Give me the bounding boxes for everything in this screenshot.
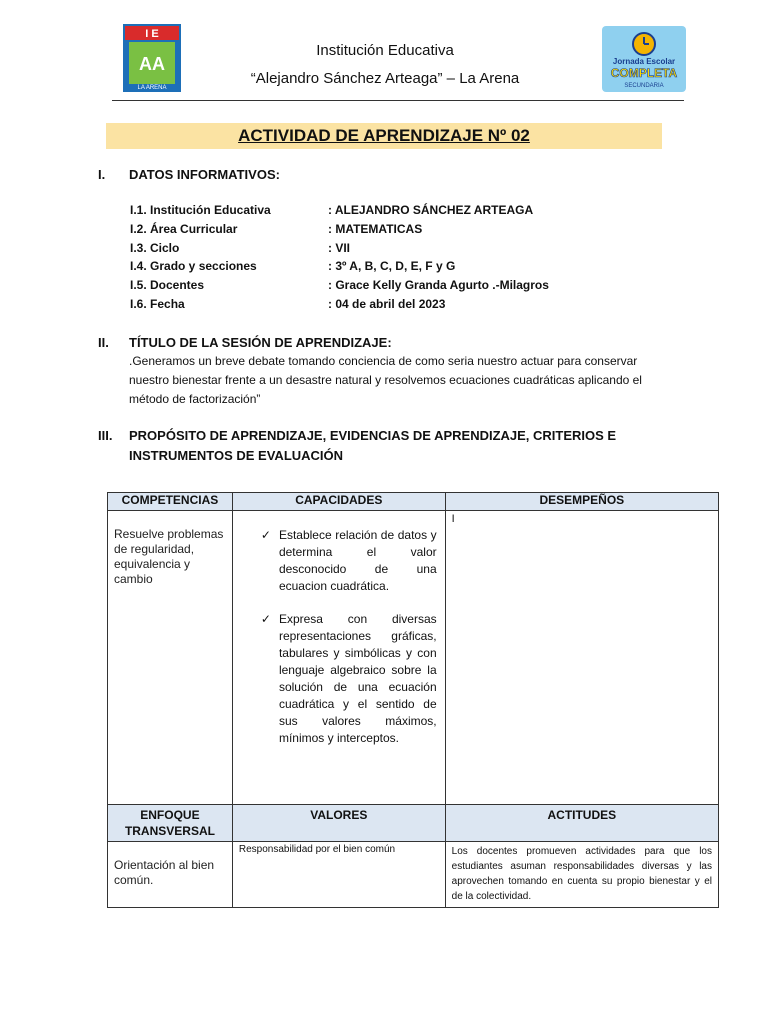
info-label: I.1. Institución Educativa: [130, 203, 271, 217]
valores-text: Responsabilidad por el bien común: [238, 844, 396, 855]
desempenos-text: I: [451, 513, 455, 525]
section-3-number: III.: [98, 428, 113, 443]
header-desempenos: DESEMPEÑOS: [445, 493, 718, 511]
competencies-table: [107, 492, 719, 908]
check-icon: ✓: [260, 528, 271, 542]
info-label: I.3. Ciclo: [130, 241, 180, 255]
header-actitudes: ACTITUDES: [445, 805, 718, 842]
capacidad-item: [261, 611, 437, 747]
header-valores: VALORES: [232, 805, 445, 842]
capacidades-cell: [232, 511, 445, 805]
section-1-number: I.: [98, 167, 106, 182]
section-2-title: TÍTULO DE LA SESIÓN DE APRENDIZAJE:: [129, 335, 392, 350]
institution-name: “Alejandro Sánchez Arteaga” – La Arena: [250, 70, 520, 87]
svg-text:I E: I E: [145, 28, 159, 40]
check-icon: ✓: [260, 612, 271, 626]
enfoque-text: Orientación al bien común.: [114, 858, 215, 887]
actitudes-text: Los docentes promueven actividades para que los estudiantes asuman responsabilidades diversas y las aprovechen tomando en cuenta su propio bienestar y el de la colectividad.: [451, 846, 712, 902]
info-value: : Grace Kelly Granda Agurto .-Milagros: [328, 278, 549, 292]
svg-text:AA: AA: [139, 54, 165, 74]
info-value: : ALEJANDRO SÁNCHEZ ARTEAGA: [328, 203, 534, 217]
enfoque-cell: [108, 842, 233, 908]
school-logo: [123, 24, 181, 92]
capacidad-text: Expresa con diversas representaciones gráficas, tabulares y simbólicas y con lenguaje algebraico sobre la solución de una ecuación cuadrática y el sentido de sus valores máximos, mínimos y interceptos.: [278, 612, 437, 745]
section-1-title: DATOS INFORMATIVOS:: [129, 167, 280, 182]
competencia-text: Resuelve problemas de regularidad, equivalencia y cambio: [114, 527, 224, 586]
info-label: I.6. Fecha: [130, 297, 185, 311]
info-label: I.2. Área Curricular: [130, 222, 238, 236]
section-3-title-line2: INSTRUMENTOS DE EVALUACIÓN: [129, 448, 344, 463]
capacidad-item: [261, 527, 437, 595]
capacidad-text: Establece relación de datos y determina el valor desconocido de una ecuacion cuadrática.: [278, 528, 437, 593]
svg-text:LA ARENA: LA ARENA: [137, 85, 167, 91]
page-title: ACTIVIDAD DE APRENDIZAJE Nº 02: [238, 126, 530, 145]
header-divider: [112, 100, 684, 101]
section-2-number: II.: [98, 335, 109, 350]
institution-label: Institución Educativa: [316, 42, 454, 59]
svg-text:COMPLETA: COMPLETA: [610, 66, 678, 80]
header-enfoque: ENFOQUE TRANSVERSAL: [108, 805, 233, 842]
actitudes-cell: [445, 842, 718, 908]
info-value: : VII: [328, 241, 351, 255]
info-label: I.5. Docentes: [130, 278, 205, 292]
valores-cell: [232, 842, 445, 908]
svg-text:SECUNDARIA: SECUNDARIA: [624, 83, 664, 89]
competencia-cell: [108, 511, 233, 805]
svg-text:Jornada Escolar: Jornada Escolar: [612, 57, 676, 66]
info-value: : 04 de abril del 2023: [328, 297, 446, 311]
jornada-completa-logo: [602, 26, 686, 92]
section-3-title-line1: PROPÓSITO DE APRENDIZAJE, EVIDENCIAS DE APRENDIZAJE, CRITERIOS E: [129, 428, 617, 443]
info-value: : 3º A, B, C, D, E, F y G: [328, 259, 456, 273]
info-label: I.4. Grado y secciones: [130, 259, 257, 273]
header-competencias: COMPETENCIAS: [108, 493, 233, 511]
session-title-text: .Generamos un breve debate tomando conciencia de como seria nuestro actuar para conservar nuestro bienestar frente a un desastre natural y resolvemos ecuaciones cuadráticas aplicando el método de factorización”: [129, 354, 642, 406]
info-value: : MATEMATICAS: [328, 222, 423, 236]
desempenos-cell: [445, 511, 718, 805]
header-capacidades: CAPACIDADES: [232, 493, 445, 511]
